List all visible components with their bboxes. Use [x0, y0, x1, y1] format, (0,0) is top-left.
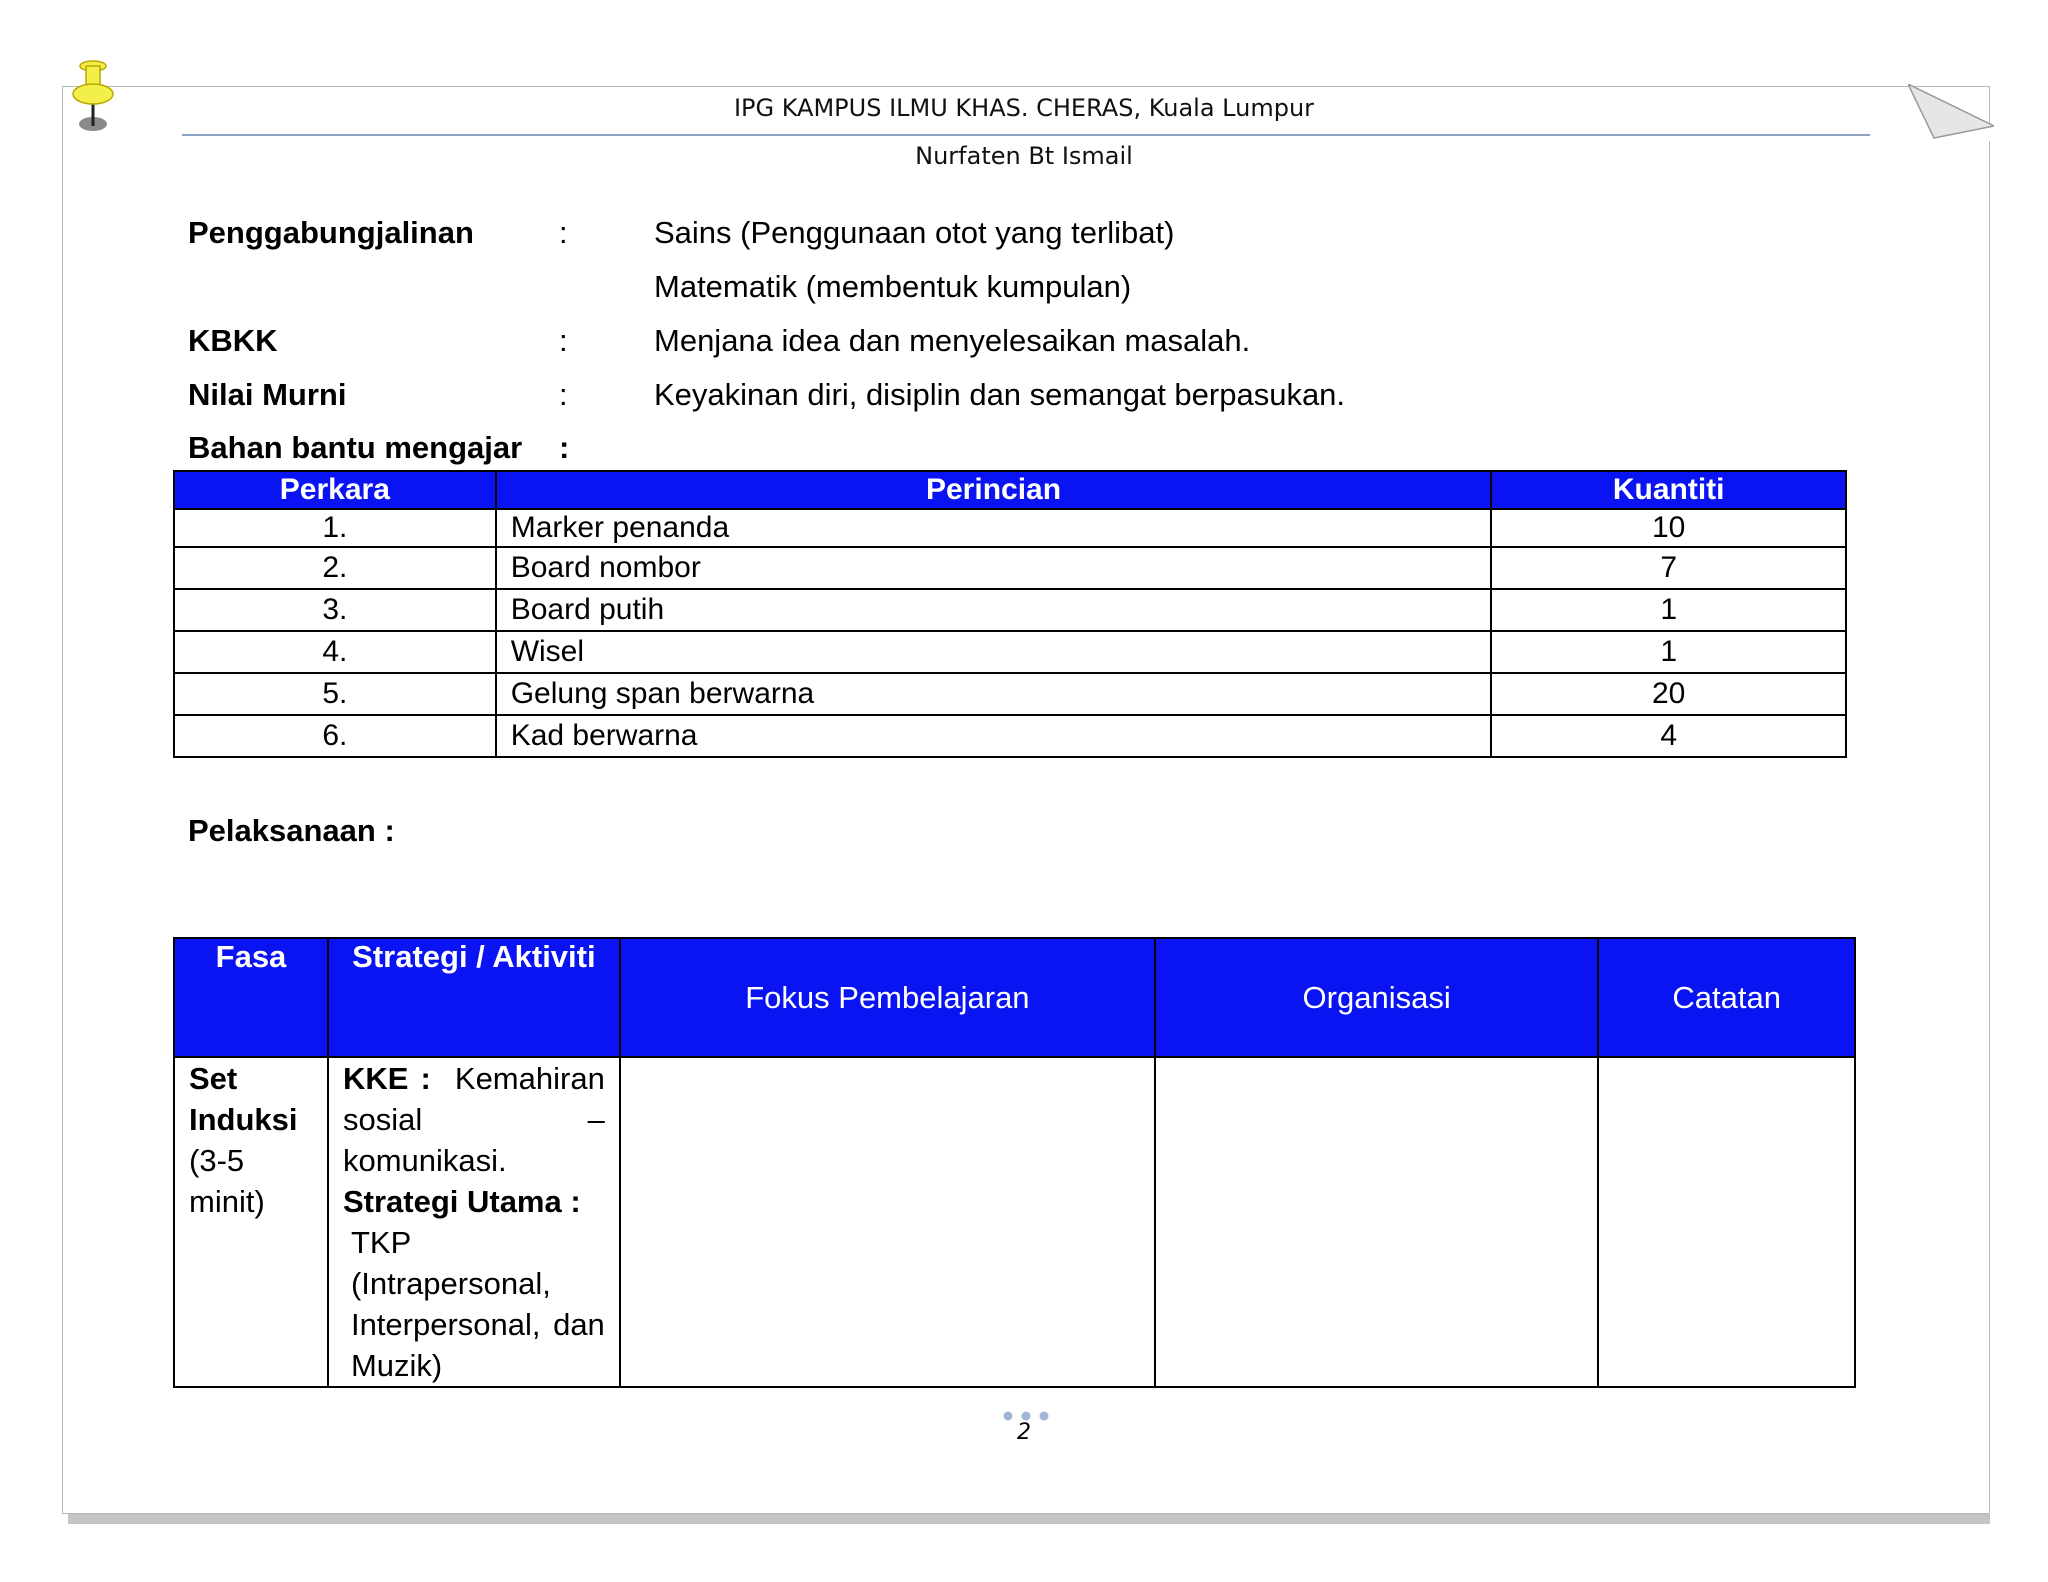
- colon: :: [559, 377, 568, 412]
- cell-qty: 1: [1491, 631, 1846, 673]
- cell-item: Board putih: [496, 589, 1492, 631]
- page-number: 2: [1017, 1420, 1031, 1445]
- value-penggabungjalinan-1: Sains (Penggunaan otot yang terlibat): [654, 215, 1175, 250]
- cell-qty: 7: [1491, 547, 1846, 589]
- label-penggabungjalinan: Penggabungjalinan: [188, 215, 474, 250]
- column-header-kuantiti: Kuantiti: [1491, 471, 1846, 509]
- cell-item: Wisel: [496, 631, 1492, 673]
- table-header-row: [174, 938, 1855, 1057]
- table-row: [174, 509, 1846, 547]
- cell-catatan: [1598, 1057, 1855, 1387]
- colon: :: [559, 215, 568, 250]
- label-bahan-bantu: Bahan bantu mengajar: [188, 430, 523, 465]
- cell-no: 6.: [174, 715, 496, 757]
- cell-no: 3.: [174, 589, 496, 631]
- fasa-duration-2: minit): [189, 1184, 265, 1219]
- cell-no: 4.: [174, 631, 496, 673]
- cell-qty: 10: [1491, 509, 1846, 547]
- materials-table: [173, 470, 1847, 758]
- colon: :: [559, 323, 568, 358]
- value-nilai-murni: Keyakinan diri, disiplin dan semangat berpasukan.: [654, 377, 1346, 412]
- cell-organisasi: [1155, 1057, 1598, 1387]
- kke-paragraph: [343, 1058, 605, 1181]
- cell-qty: 1: [1491, 589, 1846, 631]
- column-header-strategi: Strategi / Aktiviti: [328, 938, 620, 1057]
- cell-qty: 20: [1491, 673, 1846, 715]
- table-row: [174, 1057, 1855, 1387]
- strategi-text: TKP (Intrapersonal, Interpersonal, dan Muzik): [350, 1225, 605, 1383]
- column-header-perincian: Perincian: [496, 471, 1492, 509]
- cell-qty: 4: [1491, 715, 1846, 757]
- fasa-duration-1: (3-5: [189, 1143, 245, 1178]
- cell-strategi: [328, 1057, 620, 1387]
- column-header-organisasi: Organisasi: [1155, 938, 1598, 1057]
- colon: :: [559, 430, 570, 465]
- kke-text: Kemahiran sosial – komunikasi.: [342, 1061, 605, 1178]
- kke-label: KKE :: [342, 1061, 431, 1096]
- cell-no: 2.: [174, 547, 496, 589]
- cell-no: 1.: [174, 509, 496, 547]
- fasa-induksi: Induksi: [189, 1102, 298, 1137]
- value-penggabungjalinan-2: Matematik (membentuk kumpulan): [654, 269, 1132, 304]
- table-row: [174, 715, 1846, 757]
- fasa-set: Set: [189, 1061, 238, 1096]
- label-nilai-murni: Nilai Murni: [188, 377, 347, 412]
- column-header-perkara: Perkara: [174, 471, 496, 509]
- lesson-plan-table: [173, 937, 1856, 1388]
- cell-item: Board nombor: [496, 547, 1492, 589]
- table-header-row: [174, 471, 1846, 509]
- cell-fokus: [620, 1057, 1155, 1387]
- label-kbkk: KBKK: [188, 323, 278, 358]
- cell-item: Gelung span berwarna: [496, 673, 1492, 715]
- page-shadow: [68, 1514, 1990, 1524]
- header-institution: IPG KAMPUS ILMU KHAS. CHERAS, Kuala Lumpur: [733, 94, 1315, 122]
- column-header-fasa: Fasa: [174, 938, 328, 1057]
- label-pelaksanaan: Pelaksanaan :: [188, 813, 395, 848]
- cell-fasa: [174, 1057, 328, 1387]
- table-row: [174, 589, 1846, 631]
- table-row: [174, 547, 1846, 589]
- value-kbkk: Menjana idea dan menyelesaikan masalah.: [654, 323, 1251, 358]
- strategi-label: Strategi Utama :: [342, 1184, 581, 1219]
- column-header-fokus: Fokus Pembelajaran: [620, 938, 1155, 1057]
- cell-no: 5.: [174, 673, 496, 715]
- table-row: [174, 631, 1846, 673]
- column-header-catatan: Catatan: [1598, 938, 1855, 1057]
- header-author: Nurfaten Bt Ismail: [915, 142, 1133, 170]
- table-row: [174, 673, 1846, 715]
- cell-item: Kad berwarna: [496, 715, 1492, 757]
- cell-item: Marker penanda: [496, 509, 1492, 547]
- header-divider: [182, 134, 1870, 136]
